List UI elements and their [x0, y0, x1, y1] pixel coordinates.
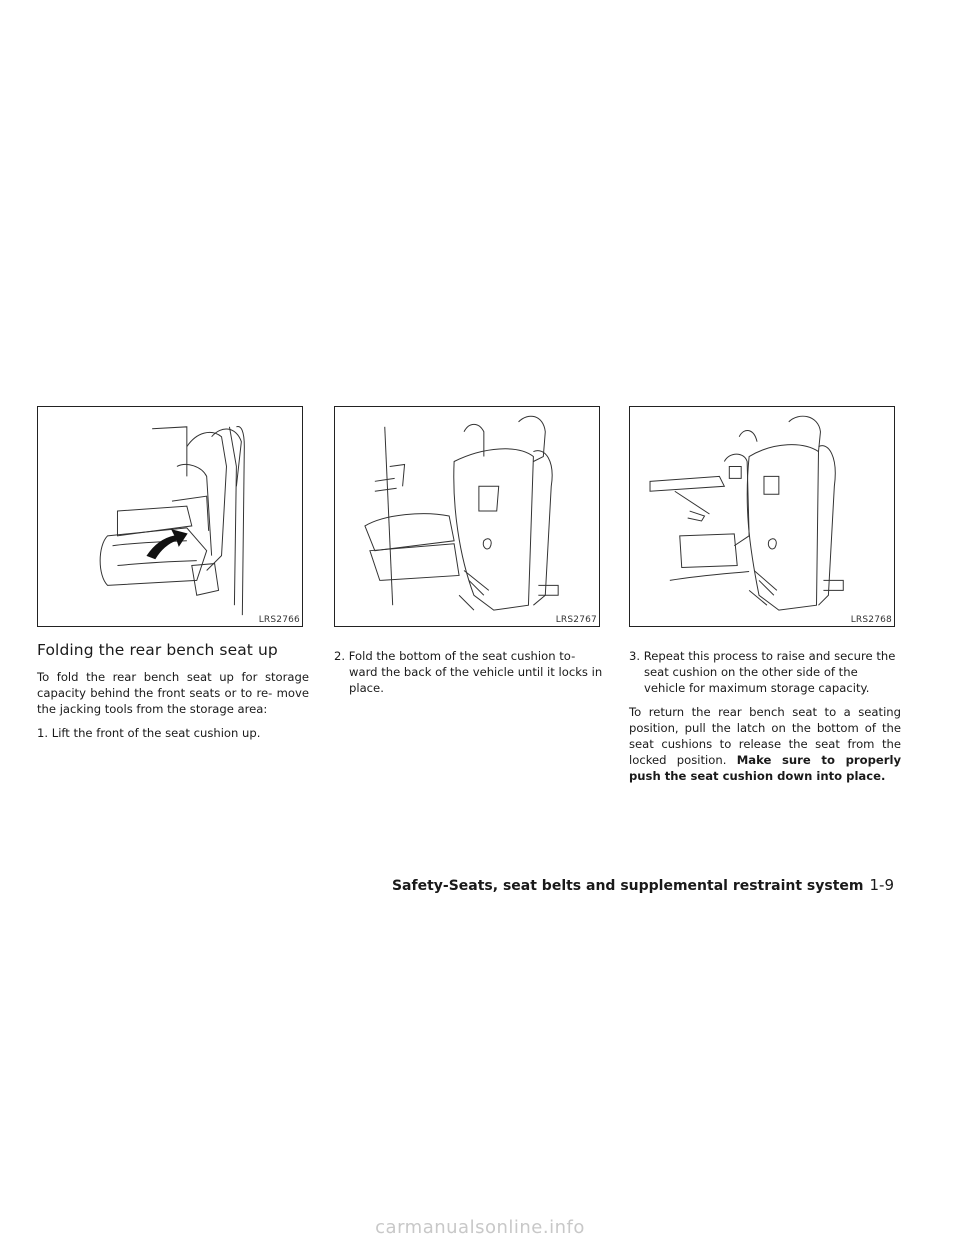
- figure-fold-cushion: [334, 406, 600, 627]
- step-2: 2. Fold the bottom of the seat cushion to- ward the back of the vehicle until it locks in place.: [334, 649, 603, 695]
- seat-illustration-3: [630, 407, 894, 626]
- seat-illustration-1: [38, 407, 302, 626]
- text-column-2: [334, 648, 606, 704]
- page-footer: [392, 876, 894, 894]
- text-column-3: [629, 648, 901, 792]
- step-3: 3. Repeat this process to raise and secure the seat cushion on the other side of the vehicle for maximum storage capacity.: [629, 649, 896, 695]
- step-1: 1. Lift the front of the seat cushion up.: [37, 726, 261, 740]
- chapter-title: Safety-Seats, seat belts and supplemental restraint system: [391, 878, 864, 894]
- figure-code: LRS2766: [258, 615, 300, 625]
- page-number: 1-9: [869, 876, 894, 894]
- watermark: carmanualsonline.info: [375, 1217, 585, 1238]
- figure-code: LRS2768: [850, 615, 892, 625]
- return-paragraph: [629, 704, 901, 784]
- text-column-1: [37, 640, 309, 749]
- intro-paragraph: To fold the rear bench seat up for storage capacity behind the front seats or to re- move the jacking tools from the storage area:: [37, 670, 309, 716]
- section-heading: Folding the rear bench seat up: [37, 641, 278, 659]
- figure-both-folded: [629, 406, 895, 627]
- figure-code: LRS2767: [555, 615, 597, 625]
- return-text: To return the rear bench seat to a seating position, pull the latch on the bottom of the seat cushions to release the seat from the locked position.: [629, 705, 901, 767]
- return-warning: Make sure to properly push the seat cushion down into place.: [629, 753, 901, 783]
- seat-illustration-2: [335, 407, 599, 626]
- figure-lift-cushion: [37, 406, 303, 627]
